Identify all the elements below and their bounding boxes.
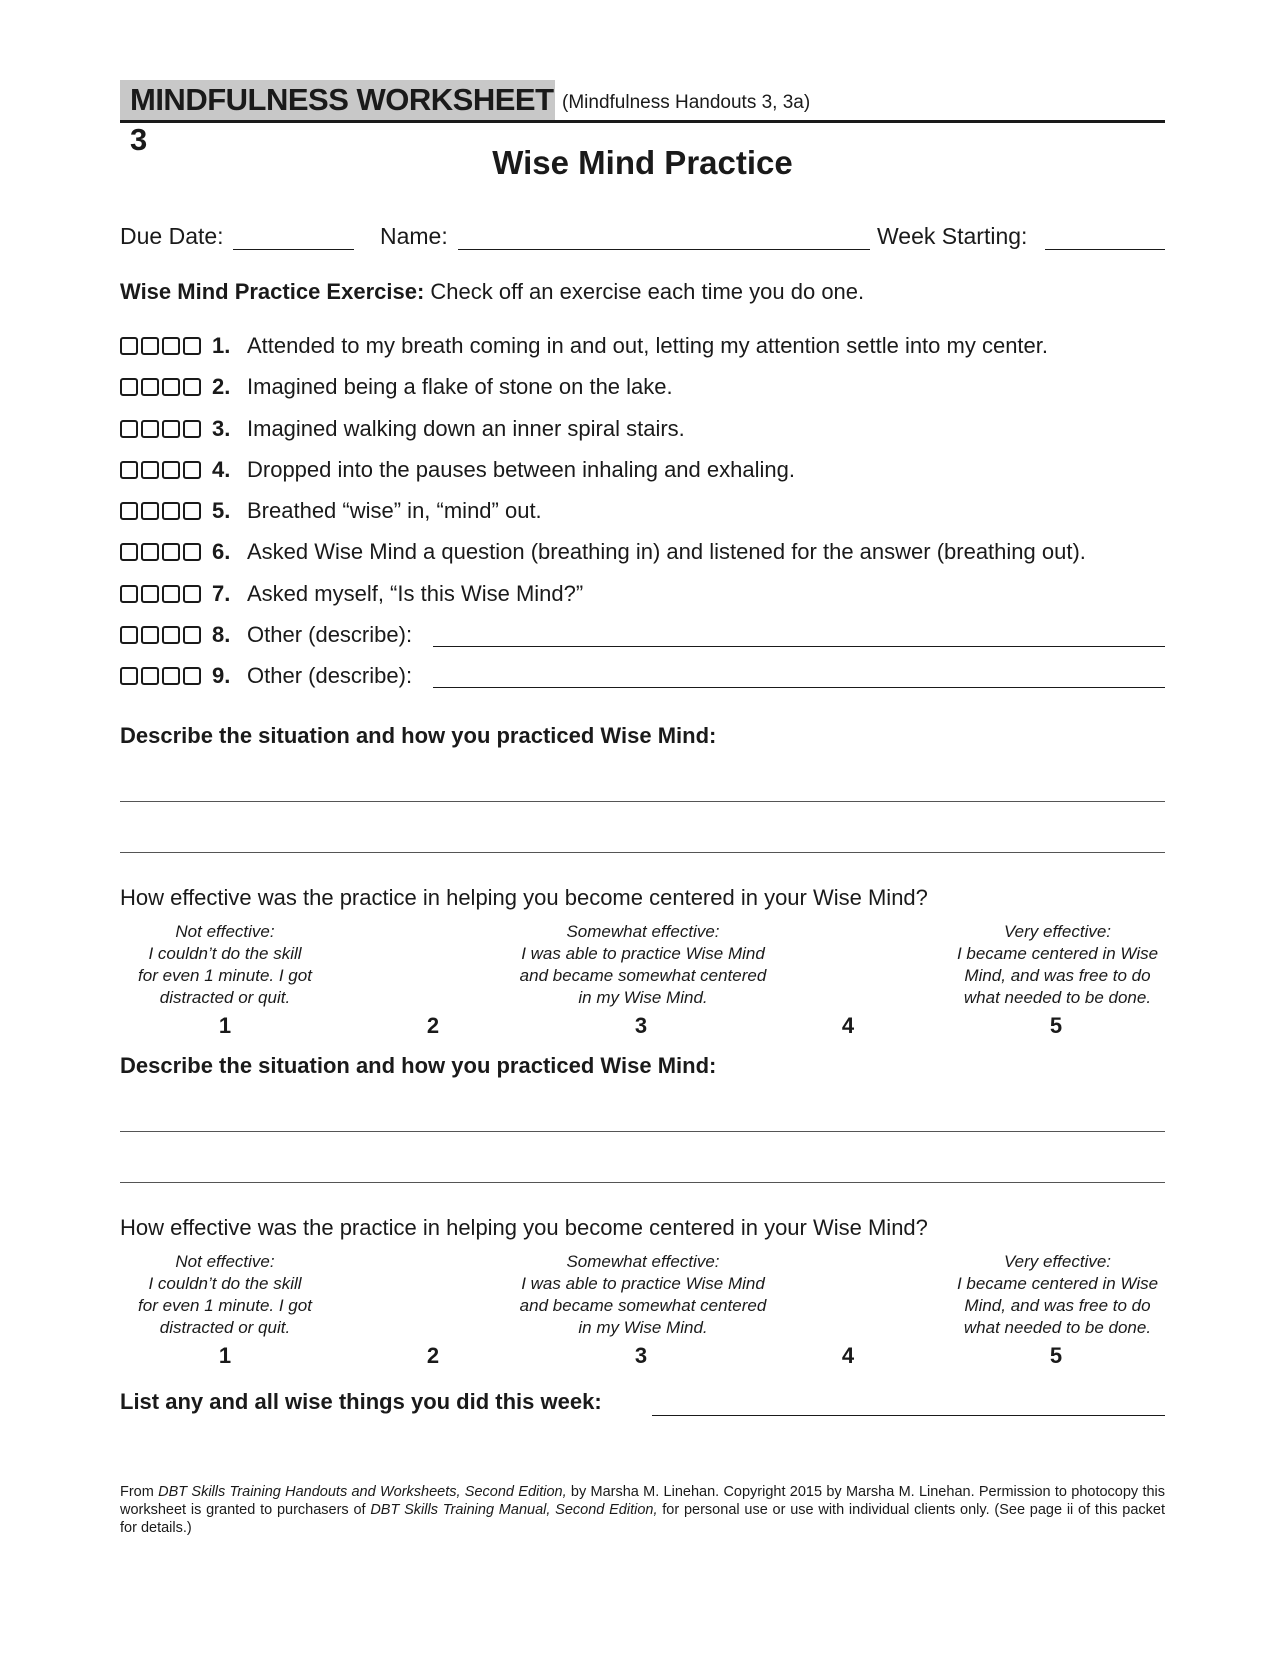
list-item	[120, 372, 1165, 413]
checkbox[interactable]	[183, 502, 201, 520]
describe-heading: Describe the situation and how you practiced Wise Mind:	[120, 1052, 717, 1078]
handout-reference: (Mindfulness Handouts 3, 3a)	[562, 92, 811, 113]
copyright-footer	[120, 1483, 1165, 1537]
checkbox[interactable]	[141, 585, 159, 603]
checkbox[interactable]	[120, 337, 138, 355]
checkbox[interactable]	[162, 543, 180, 561]
anchor-line: Mind, and was free to do	[964, 965, 1151, 985]
describe-field-line[interactable]	[120, 1182, 1165, 1183]
scale-anchor-low	[120, 1251, 330, 1339]
effectiveness-scale	[120, 1251, 1165, 1371]
instructions-text: Check off an exercise each time you do one.	[424, 279, 865, 304]
checkbox-group	[120, 667, 201, 685]
anchor-line: in my Wise Mind.	[578, 987, 708, 1007]
checkbox[interactable]	[162, 420, 180, 438]
checkbox-group	[120, 585, 201, 603]
list-item	[120, 661, 1165, 702]
footer-text: From	[120, 1483, 159, 1500]
checkbox-group	[120, 378, 201, 396]
list-item	[120, 537, 1165, 578]
checkbox[interactable]	[162, 337, 180, 355]
checkbox[interactable]	[162, 667, 180, 685]
exercise-number: 7.	[212, 580, 231, 606]
checkbox[interactable]	[183, 420, 201, 438]
anchor-line: in my Wise Mind.	[578, 1317, 708, 1337]
anchor-line: Not effective:	[175, 921, 275, 941]
checkbox[interactable]	[120, 502, 138, 520]
checkbox[interactable]	[162, 461, 180, 479]
checkbox[interactable]	[120, 667, 138, 685]
checkbox-group	[120, 543, 201, 561]
checkbox[interactable]	[141, 337, 159, 355]
checkbox[interactable]	[120, 461, 138, 479]
meta-row	[120, 223, 1165, 255]
anchor-line: Somewhat effective:	[566, 1251, 720, 1271]
checkbox[interactable]	[183, 543, 201, 561]
exercise-number: 1.	[212, 333, 231, 358]
scale-option-3[interactable]: 3	[634, 1342, 648, 1368]
checkbox[interactable]	[141, 420, 159, 438]
checkbox[interactable]	[120, 378, 138, 396]
list-item	[120, 620, 1165, 661]
checkbox[interactable]	[120, 543, 138, 561]
checkbox-group	[120, 461, 201, 479]
anchor-line: I became centered in Wise	[956, 1273, 1159, 1293]
checkbox-group	[120, 337, 201, 355]
exercise-text: Other (describe):	[247, 622, 413, 648]
describe-heading: Describe the situation and how you practiced Wise Mind:	[120, 722, 717, 748]
exercise-text: Breathed “wise” in, “mind” out.	[247, 498, 542, 524]
scale-option-1[interactable]: 1	[218, 1342, 232, 1368]
exercise-text: Imagined being a flake of stone on the lake.	[247, 374, 673, 400]
anchor-line: Very effective:	[1003, 921, 1112, 941]
describe-field-line[interactable]	[120, 801, 1165, 802]
checkbox-group	[120, 420, 201, 438]
checkbox[interactable]	[120, 626, 138, 644]
instructions-heading: Wise Mind Practice Exercise:	[120, 279, 425, 304]
scale-option-4[interactable]: 4	[841, 1342, 855, 1368]
checkbox-group	[120, 502, 201, 520]
scale-option-5[interactable]: 5	[1049, 1342, 1063, 1368]
footer-text: by Marsha M. Linehan. Copyright 2015 by Marsha M. Linehan. Permission to photocopy this worksheet is granted to purchasers of	[120, 1483, 1166, 1518]
checkbox[interactable]	[141, 667, 159, 685]
checkbox[interactable]	[120, 585, 138, 603]
anchor-line: I couldn’t do the skill	[148, 1273, 302, 1293]
worksheet-label: MINDFULNESS WORKSHEET 3	[120, 80, 555, 120]
exercise-number: 9.	[212, 663, 231, 689]
exercise-number: 5.	[212, 498, 231, 524]
anchor-line: Mind, and was free to do	[964, 1295, 1151, 1315]
list-item	[120, 455, 1165, 496]
anchor-line: Very effective:	[1003, 1251, 1112, 1271]
anchor-line: I was able to practice Wise Mind	[521, 943, 765, 963]
exercise-text: Dropped into the pauses between inhaling and exhaling.	[247, 456, 795, 482]
due-date-label: Due Date:	[120, 223, 224, 249]
exercise-text: Other (describe):	[247, 663, 413, 689]
wise-things-field[interactable]	[652, 1415, 1165, 1416]
exercise-text: Attended to my breath coming in and out, letting my attention settle into my center.	[247, 333, 1049, 358]
wise-things-row	[120, 1389, 1165, 1425]
list-item	[120, 331, 1165, 372]
scale-anchor-mid	[503, 1251, 783, 1339]
footer-text: for personal use or use with individual clients only. (See page ii of this packet for details.)	[120, 1501, 1165, 1536]
footer-book-title: DBT Skills Training Manual, Second Edition,	[370, 1501, 658, 1518]
worksheet-page	[120, 78, 1165, 1537]
anchor-line: distracted or quit.	[159, 1317, 291, 1337]
other-describe-field[interactable]	[433, 687, 1165, 688]
scale-option-2[interactable]: 2	[426, 1342, 440, 1368]
anchor-line: I was able to practice Wise Mind	[521, 1273, 765, 1293]
checkbox[interactable]	[183, 378, 201, 396]
anchor-line: what needed to be done.	[963, 987, 1152, 1007]
checkbox[interactable]	[141, 543, 159, 561]
checkbox[interactable]	[120, 420, 138, 438]
exercise-number: 8.	[212, 622, 231, 648]
list-item	[120, 414, 1165, 455]
checkbox[interactable]	[162, 378, 180, 396]
exercise-text: Asked Wise Mind a question (breathing in) and listened for the answer (breathing out).	[247, 539, 1086, 565]
describe-field-line[interactable]	[120, 852, 1165, 853]
effectiveness-scale	[120, 921, 1165, 1041]
anchor-line: I became centered in Wise	[956, 943, 1159, 963]
exercise-number: 4.	[212, 456, 231, 482]
anchor-line: and became somewhat centered	[519, 965, 767, 985]
checkbox[interactable]	[183, 585, 201, 603]
checkbox[interactable]	[183, 667, 201, 685]
scale-anchor-mid	[503, 921, 783, 1009]
wise-things-label: List any and all wise things you did this week:	[120, 1388, 602, 1414]
scale-option-4[interactable]: 4	[841, 1012, 855, 1038]
scale-option-2[interactable]: 2	[426, 1012, 440, 1038]
effectiveness-question: How effective was the practice in helping you become centered in your Wise Mind?	[120, 1214, 928, 1240]
checkbox[interactable]	[183, 337, 201, 355]
checkbox[interactable]	[141, 461, 159, 479]
anchor-line: for even 1 minute. I got	[138, 1295, 312, 1315]
scale-anchor-high	[950, 1251, 1165, 1339]
exercise-text: Asked myself, “Is this Wise Mind?”	[247, 580, 584, 606]
page-title: Wise Mind Practice	[492, 144, 793, 181]
checkbox-group	[120, 626, 201, 644]
week-starting-label: Week Starting:	[877, 223, 1028, 249]
anchor-line: what needed to be done.	[963, 1317, 1152, 1337]
worksheet-header	[120, 78, 1165, 157]
anchor-line: Not effective:	[175, 1251, 275, 1271]
anchor-line: distracted or quit.	[159, 987, 291, 1007]
scale-option-5[interactable]: 5	[1049, 1012, 1063, 1038]
anchor-line: and became somewhat centered	[519, 1295, 767, 1315]
describe-field-line[interactable]	[120, 1131, 1165, 1132]
list-item	[120, 496, 1165, 537]
footer-book-title: DBT Skills Training Handouts and Worksheets, Second Edition,	[158, 1483, 567, 1500]
exercise-list	[120, 331, 1165, 703]
checkbox[interactable]	[162, 626, 180, 644]
instructions	[120, 279, 1165, 309]
effectiveness-question: How effective was the practice in helping you become centered in your Wise Mind?	[120, 884, 928, 910]
name-label: Name:	[380, 223, 448, 249]
checkbox[interactable]	[183, 461, 201, 479]
scale-anchor-high	[950, 921, 1165, 1009]
checkbox[interactable]	[183, 626, 201, 644]
checkbox[interactable]	[141, 502, 159, 520]
checkbox[interactable]	[141, 626, 159, 644]
scale-option-1[interactable]: 1	[218, 1012, 232, 1038]
scale-anchor-low	[120, 921, 330, 1009]
checkbox[interactable]	[141, 378, 159, 396]
checkbox[interactable]	[162, 585, 180, 603]
anchor-line: for even 1 minute. I got	[138, 965, 312, 985]
other-describe-field[interactable]	[433, 646, 1165, 647]
exercise-text: Imagined walking down an inner spiral stairs.	[247, 415, 685, 441]
anchor-line: I couldn’t do the skill	[148, 943, 302, 963]
list-item	[120, 579, 1165, 620]
scale-option-3[interactable]: 3	[634, 1012, 648, 1038]
exercise-number: 3.	[212, 415, 231, 441]
checkbox[interactable]	[162, 502, 180, 520]
week-starting-field[interactable]	[1045, 249, 1165, 250]
anchor-line: Somewhat effective:	[566, 921, 720, 941]
due-date-field[interactable]	[233, 249, 354, 250]
exercise-number: 2.	[212, 374, 231, 400]
exercise-number: 6.	[212, 539, 231, 565]
name-field[interactable]	[458, 249, 870, 250]
